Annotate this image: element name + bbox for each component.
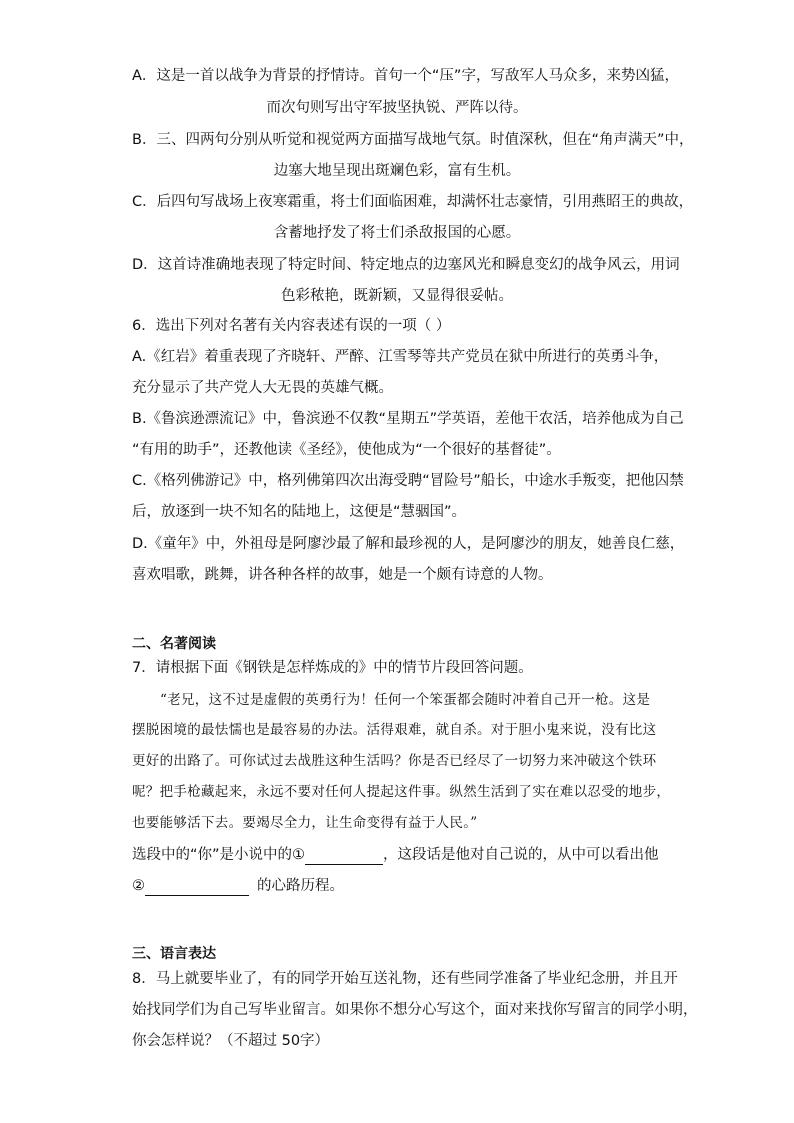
- section2-title: 二、名著阅读: [132, 636, 216, 652]
- q7-blank-1[interactable]: [305, 848, 383, 865]
- section3-title: 三、语言表达: [132, 946, 216, 962]
- q6-option-c-line2: 后，放逐到一块不知名的陆地上，这便是“慧骃国”。: [132, 504, 467, 520]
- q6-option-c-line1: C.《格列佛游记》中，格列佛第四次出海受聘“冒险号”船长，中途水手叛变，把他囚禁: [132, 473, 684, 489]
- q7-quote-line1: “老兄，这不过是虚假的英勇行为！任何一个笨蛋都会随时冲着自己开一枪。这是: [160, 692, 651, 708]
- q5-option-b-line1: B．三、四两句分别从听觉和视觉两方面描写战地气氛。时值深秋，但在“角声满天”中，: [132, 132, 694, 148]
- q7-quote-line4: 呢？把手枪藏起来，永远不要对任何人提起这件事。纵然生活到了实在难以忍受的地步，: [132, 784, 671, 800]
- q5-option-c-line1: C．后四句写战场上夜寒霜重，将士们面临困难，却满怀壮志豪情，引用燕昭王的典故，: [132, 194, 694, 210]
- q8-line1: 8．马上就要毕业了，有的同学开始互送礼物，还有些同学准备了毕业纪念册，并且开: [132, 971, 678, 987]
- q5-option-d-line1: D．这首诗准确地表现了特定时间、特定地点的边塞风光和瞬息变幻的战争风云，用词: [132, 257, 680, 273]
- q7-stem: 7．请根据下面《钢铁是怎样炼成的》中的情节片段回答问题。: [132, 660, 533, 676]
- q7-quote-line2: 摆脱困境的最怯懦也是最容易的办法。活得艰难，就自杀。对于胆小鬼来说，没有比这: [132, 722, 657, 738]
- q8-line3: 你会怎样说？（不超过 50字）: [132, 1033, 330, 1049]
- q6-option-b-line1: B.《鲁滨逊漂流记》中，鲁滨逊不仅教“星期五”学英语，差他干农活，培养他成为自己: [132, 411, 684, 427]
- q7-answer1-prefix: 选段中的“你”是小说中的①: [132, 847, 306, 863]
- q6-option-d-line1: D.《童年》中，外祖母是阿廖沙最了解和最珍视的人，是阿廖沙的朋友，她善良仁慈，: [132, 536, 685, 552]
- q5-option-a-line2: 而次句则写出守军披坚执锐、严阵以待。: [266, 100, 528, 116]
- q5-option-c-line2: 含蓄地抒发了将士们杀敌报国的心愿。: [273, 225, 521, 241]
- q7-answer-line2: [132, 876, 344, 896]
- q6-option-d-line2: 喜欢唱歌，跳舞，讲各种各样的故事，她是一个颇有诗意的人物。: [132, 567, 553, 583]
- q6-stem: 6．选出下列对名著有关内容表述有误的一项（ ）: [132, 318, 451, 334]
- q5-option-a-line1: A．这是一首以战争为背景的抒情诗。首句一个“压”字，写敌军人马众多，来势凶猛，: [132, 68, 679, 84]
- q8-line2: 始找同学们为自己写毕业留言。如果你不想分心写这个，面对来找你写留言的同学小明，: [132, 1002, 698, 1018]
- q6-option-a-line2: 充分显示了共产党人大无畏的英雄气概。: [132, 380, 393, 396]
- q7-quote-line3: 更好的出路了。可你试过去战胜这种生活吗？你是否已经尽了一切努力来冲破这个铁环: [132, 753, 657, 769]
- q7-answer1-suffix: ，这段话是他对自己说的，从中可以看出他: [383, 847, 659, 863]
- q7-answer2-suffix: 的心路历程。: [257, 878, 344, 894]
- q6-option-b-line2: “有用的助手”，还教他读《圣经》，使他成为“一个很好的基督徒”。: [132, 442, 561, 458]
- q6-option-a-line1: A.《红岩》着重表现了齐晓轩、严醉、江雪琴等共产党员在狱中所进行的英勇斗争，: [132, 349, 669, 365]
- q5-option-d-line2: 色彩秾艳，既新颖，又显得很妥帖。: [281, 288, 513, 304]
- q7-answer2-prefix: ②: [132, 878, 145, 894]
- q7-blank-2[interactable]: [145, 879, 249, 896]
- q5-option-b-line2: 边塞大地呈现出斑斓色彩，富有生机。: [273, 163, 521, 179]
- q7-quote-line5: 也要能够活下去。要竭尽全力，让生命变得有益于人民。”: [132, 815, 478, 831]
- q7-answer-line1: [132, 845, 659, 865]
